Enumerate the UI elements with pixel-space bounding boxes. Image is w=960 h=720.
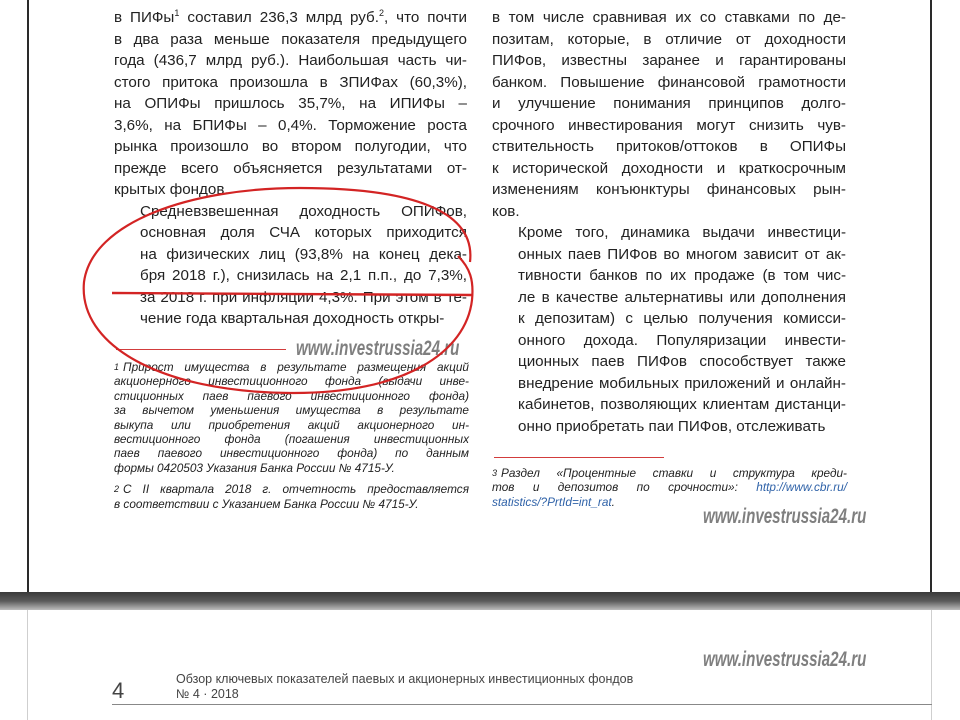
right-paragraph-1-line: ствительность притоков/оттоков в ОПИФы bbox=[492, 138, 846, 155]
highlight-underline bbox=[112, 293, 472, 295]
left-paragraph-2-line: чение года квартальная доходность откры- bbox=[140, 310, 445, 327]
right-paragraph-1-line: ков. bbox=[492, 202, 520, 220]
watermark-1: www.investrussia24.ru bbox=[296, 337, 460, 360]
right-paragraph-1-line: к исторической доходности и краткосрочным bbox=[492, 159, 846, 177]
right-paragraph-2-line: к депозитам) с целью получения комисси- bbox=[518, 310, 846, 327]
right-paragraph-1-line: банком. Повышение финансовой грамотности bbox=[492, 73, 846, 91]
right-paragraph-2-line: онного дохода. Популяризации инвести- bbox=[518, 331, 846, 349]
right-paragraph-1-line: срочного инвестирования могут снизить чув- bbox=[492, 116, 846, 134]
footnote-1-line: выкупа или приобретения акций акционерного ин- bbox=[114, 417, 469, 432]
highlight-ellipse bbox=[84, 188, 473, 393]
left-paragraph-1-line: на ОПИФы пришлось 35,7%, на ИПИФы – bbox=[114, 95, 467, 112]
left-paragraph-2-line: на физических лиц (93,8% на конец дека- bbox=[140, 245, 467, 263]
right-paragraph-1-line: ПИФов, известны заранее и гарантированы bbox=[492, 52, 846, 69]
right-paragraph-2-line: онно приобретать паи ПИФов, отслеживать bbox=[518, 417, 826, 435]
right-paragraph-1-line: в том числе сравнивая их со ставками по де- bbox=[492, 9, 846, 26]
left-paragraph-2-line: основная доля СЧА которых приходится bbox=[140, 224, 467, 241]
footnote-1-line: стиционных паев паевого инвестиционного фонда) bbox=[114, 388, 469, 403]
footnote-2-line: $^2$ С II квартала 2018 г. отчетность предоставляется bbox=[114, 482, 469, 497]
right-paragraph-2-line: кабинетов, позволяющих клиентам дистанци- bbox=[518, 396, 846, 413]
left-paragraph-1-line: 3,6%, на БПИФы – 0,4%. Торможение роста bbox=[114, 116, 467, 134]
footnote-1-line: вестиционного фонда (погашения инвестиционных bbox=[114, 432, 469, 447]
left-paragraph-1-line: в два раза меньше показателя предыдущего bbox=[114, 30, 467, 48]
footnote-3-tail: . bbox=[611, 494, 615, 509]
footnote-3-mark: 3 bbox=[492, 468, 498, 478]
watermark-3: www.investrussia24.ru bbox=[703, 648, 867, 671]
left-paragraph-2-line: бря 2018 г.), снизилась на 2,1 п.п., до 7,3%, bbox=[140, 267, 467, 284]
right-paragraph-2-line: тивности банков по их продаже (в том чис- bbox=[518, 267, 846, 284]
left-paragraph-1-line: крытых фондов. bbox=[114, 181, 229, 198]
footnote-3-link-part-2[interactable]: statistics/?PrtId=int_rat bbox=[492, 494, 612, 509]
left-paragraph-2-line: Средневзвешенная доходность ОПИФов, bbox=[140, 202, 467, 220]
footnote-3-link-part-1[interactable]: http://www.cbr.ru/ bbox=[756, 480, 847, 495]
page-number: 4 bbox=[112, 678, 125, 703]
watermark-2: www.investrussia24.ru bbox=[703, 505, 867, 528]
left-paragraph-1-line: рынка произошло во втором полугодии, что bbox=[114, 138, 467, 155]
footnote-1-mark: 1 bbox=[114, 362, 120, 372]
left-paragraph-2-line: за 2018 г. при инфляции 4,3%. При этом в те- bbox=[140, 288, 467, 306]
right-paragraph-2-line: онных паев ПИФов во многом зависит от ак- bbox=[518, 245, 846, 263]
left-paragraph-1-line: в ПИФы$^1$ составил 236,3 млрд руб.$^2$, что почти bbox=[114, 7, 467, 26]
footnote-3-line-1: Раздел «Процентные ставки и структура креди- bbox=[501, 466, 847, 480]
footnote-1-line: паев паевого инвестиционного фонда) по данным bbox=[114, 446, 469, 461]
right-paragraph-2-line: Кроме того, динамика выдачи инвестици- bbox=[518, 224, 846, 241]
footnote-1-line: акционерного инвестиционного фонда (выдачи инве- bbox=[114, 374, 469, 389]
right-paragraph-1-line: позитам, которые, в отличие от доходности bbox=[492, 30, 846, 48]
right-paragraph-2-line: ционных паев ПИФов способствует также bbox=[518, 353, 846, 370]
footnote-3-line-2: тов и депозитов по срочности»: bbox=[492, 480, 757, 495]
footnote-1-line: за вычетом уменьшения имущества в результате bbox=[114, 403, 469, 418]
left-paragraph-1-line: прежде всего объясняется результатами от- bbox=[114, 159, 467, 177]
right-paragraph-2-line: внедрение мобильных приложений и онлайн- bbox=[518, 374, 846, 392]
footer-publication-title: Обзор ключевых показателей паевых и акционерных инвестиционных фондов bbox=[176, 672, 634, 686]
right-paragraph-1-line: и улучшение понимания принципов долго- bbox=[492, 95, 846, 112]
footnote-2-line: в соответствии с Указанием Банка России № 4715-У. bbox=[114, 496, 419, 511]
footer-issue: № 4 · 2018 bbox=[176, 687, 239, 701]
right-paragraph-2-line: ле в качестве альтернативы или дополнения bbox=[518, 288, 846, 306]
footnote-1-line: $^1$ Прирост имущества в результате размещения акций bbox=[114, 360, 469, 374]
left-paragraph-1-line: стого притока произошла в ЗПИФах (60,3%), bbox=[114, 73, 467, 91]
footnote-2-mark: 2 bbox=[114, 484, 120, 495]
left-paragraph-1-line: года (436,7 млрд руб.). Наибольшая часть чи- bbox=[114, 52, 467, 69]
footnote-1-line: формы 0420503 Указания Банка России № 4715-У. bbox=[114, 460, 395, 475]
right-paragraph-1-line: изменениям конъюнктуры финансовых рын- bbox=[492, 181, 846, 198]
